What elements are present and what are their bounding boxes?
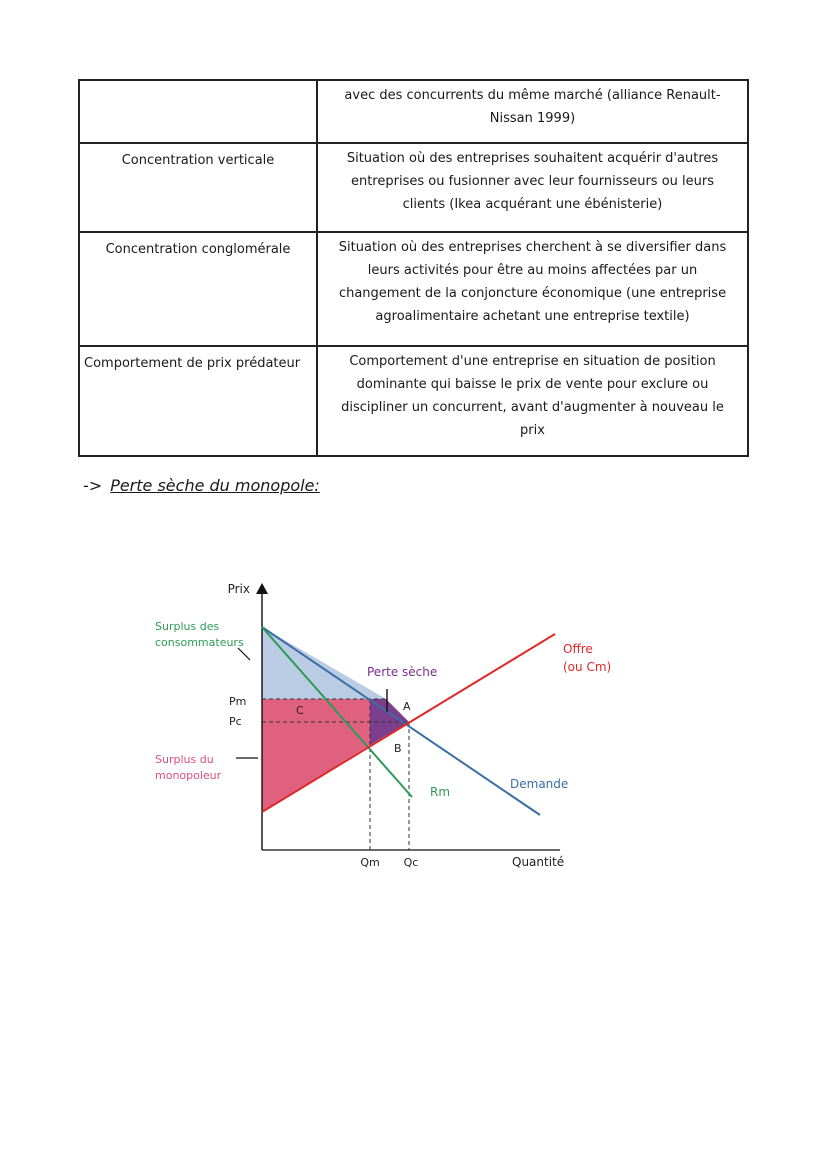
definition-cell xyxy=(317,232,748,346)
definition-line: clients (Ikea acquérant une ébénisterie) xyxy=(402,197,663,212)
section-heading xyxy=(83,476,320,495)
definition-line: prix xyxy=(520,423,545,438)
table-row xyxy=(79,143,748,232)
definitions-table xyxy=(78,79,749,457)
definition-cell xyxy=(317,80,748,143)
table-row xyxy=(79,232,748,346)
term-cell: Concentration verticale xyxy=(79,143,317,232)
table-row xyxy=(79,80,748,143)
definition-line: entreprises ou fusionner avec leur fournisseurs ou leurs xyxy=(350,174,715,189)
definition-line: dominante qui baisse le prix de vente pour exclure ou xyxy=(356,377,709,392)
table-row xyxy=(79,346,748,456)
heading-arrow: -> xyxy=(83,476,103,495)
monopolist-surplus-label-1: Surplus du xyxy=(155,753,214,766)
supply-sublabel: (ou Cm) xyxy=(563,660,612,674)
consumer-surplus-area xyxy=(262,627,386,699)
monopoly-deadweight-chart xyxy=(0,560,828,890)
consumer-surplus-label-2: consommateurs xyxy=(155,636,244,649)
tick-pm: Pm xyxy=(229,695,247,708)
definition-line: Situation où des entreprises cherchent à se diversifier dans xyxy=(338,240,727,255)
point-c-label: C xyxy=(296,704,304,717)
definition-line: agroalimentaire achetant une entreprise textile) xyxy=(375,309,690,324)
definition-line: Situation où des entreprises souhaitent acquérir d'autres xyxy=(346,151,719,166)
y-axis-arrowhead xyxy=(256,583,268,594)
point-a-label: A xyxy=(403,700,411,713)
definition-line: discipliner un concurrent, avant d'augmenter à nouveau le xyxy=(341,400,724,415)
definition-line: changement de la conjoncture économique (une entreprise xyxy=(338,286,727,301)
supply-label: Offre xyxy=(563,642,593,656)
consumer-surplus-label-1: Surplus des xyxy=(155,620,220,633)
tick-qc: Qc xyxy=(403,856,419,869)
consumer-surplus-pointer xyxy=(238,648,250,660)
marginal-revenue-label: Rm xyxy=(430,785,451,799)
deadweight-loss-label: Perte sèche xyxy=(367,665,438,679)
term-cell xyxy=(79,80,317,143)
term-cell: Comportement de prix prédateur xyxy=(79,346,317,456)
tick-pc: Pc xyxy=(229,715,242,728)
definition-line: leurs activités pour être au moins affectées par un xyxy=(367,263,698,278)
demand-label: Demande xyxy=(510,777,569,791)
point-b-label: B xyxy=(394,742,402,755)
definition-line: Comportement d'une entreprise en situation de position xyxy=(349,354,716,369)
tick-qm: Qm xyxy=(360,856,380,869)
heading-title: Perte sèche du monopole: xyxy=(110,476,320,495)
term-cell: Concentration conglomérale xyxy=(79,232,317,346)
definition-line: avec des concurrents du même marché (alliance Renault- xyxy=(344,88,721,103)
definition-line: Nissan 1999) xyxy=(489,111,576,126)
definition-cell xyxy=(317,346,748,456)
y-axis-label: Prix xyxy=(227,582,250,596)
definition-cell xyxy=(317,143,748,232)
x-axis-label: Quantité xyxy=(512,855,565,869)
monopolist-surplus-label-2: monopoleur xyxy=(155,769,222,782)
